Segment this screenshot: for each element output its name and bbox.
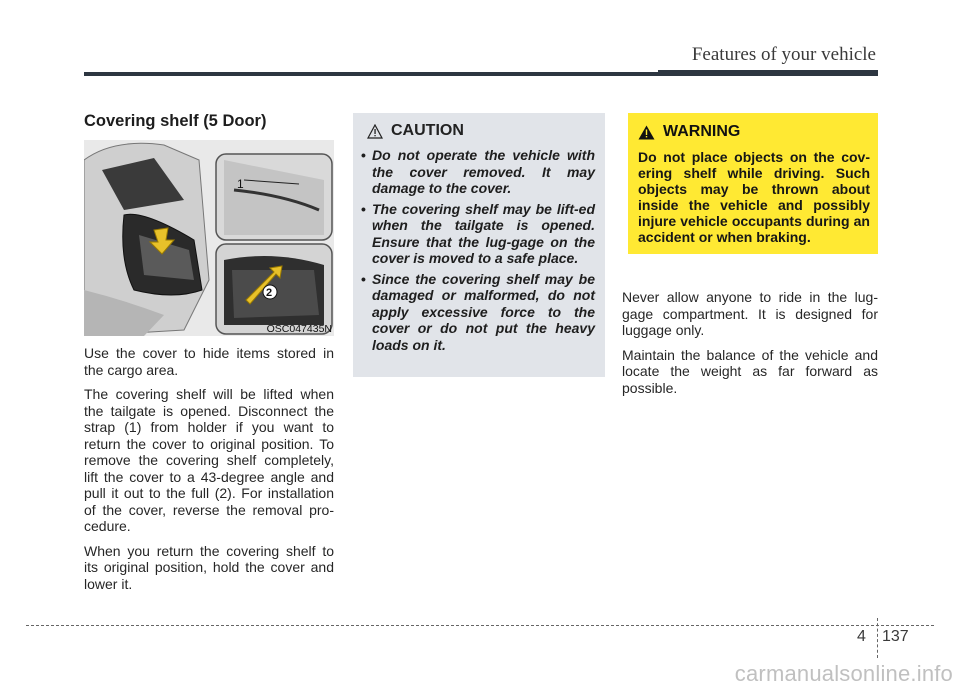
running-header: Features of your vehicle [691,44,876,65]
caution-title: CAUTION [391,122,464,139]
tailgate-drawing [84,140,334,336]
caution-triangle-icon [367,124,383,139]
column-1-text [84,345,334,600]
paragraph: The covering shelf will be lifted when the tailgate is opened. Disconnect the strap (1) from holder if you want to return the cover to original position. To remove the covering shelf completely, lift the cover to a 43-degree angle and pull it out to the full (2). For installation of the cover, reverse the removal pro-cedure. [84,386,334,534]
page-number: 137 [882,628,909,645]
callout-2: 2 [266,287,273,299]
section-heading: Covering shelf (5 Door) [84,112,267,130]
footer-divider [877,618,878,658]
footer-rule [26,625,934,626]
paragraph: Maintain the balance of the vehicle and locate the weight as far forward as possible. [622,346,878,396]
chapter-number: 4 [857,628,866,645]
header-rule [84,72,878,76]
callout-1: 1 [237,177,244,191]
paragraph: Never allow anyone to ride in the lug-gage compartment. It is designed for luggage only. [622,289,878,338]
column-3-text [622,289,878,404]
caution-list [361,147,595,357]
figure-caption: OSC047435N [266,323,332,335]
watermark: carmanualsonline.info [734,661,953,686]
warning-box [628,113,878,254]
paragraph: Use the cover to hide items stored in the cargo area. [84,345,334,378]
caution-item: • Since the covering shelf may be damaged or malformed, do not apply excessive force to the cover or do not put the heavy loads on it. [361,271,595,354]
warning-title: WARNING [663,123,741,140]
caution-item: • The covering shelf may be lift-ed when the tailgate is opened. Ensure that the lug-gage on the cover is moved to a safe place. [361,201,595,267]
warning-text: Do not place objects on the cov-ering shelf while driving. Such objects may be thrown about inside the vehicle and possibly injure vehicle occupants during an accident or when braking. [638,149,870,245]
caution-item: • Do not operate the vehicle with the cover removed. It may damage to the cover. [361,147,595,197]
cargo-cover-illustration [84,140,334,336]
paragraph: When you return the covering shelf to its original position, hold the cover and lower it. [84,542,334,592]
caution-box [353,113,605,377]
warning-triangle-icon [638,125,655,140]
